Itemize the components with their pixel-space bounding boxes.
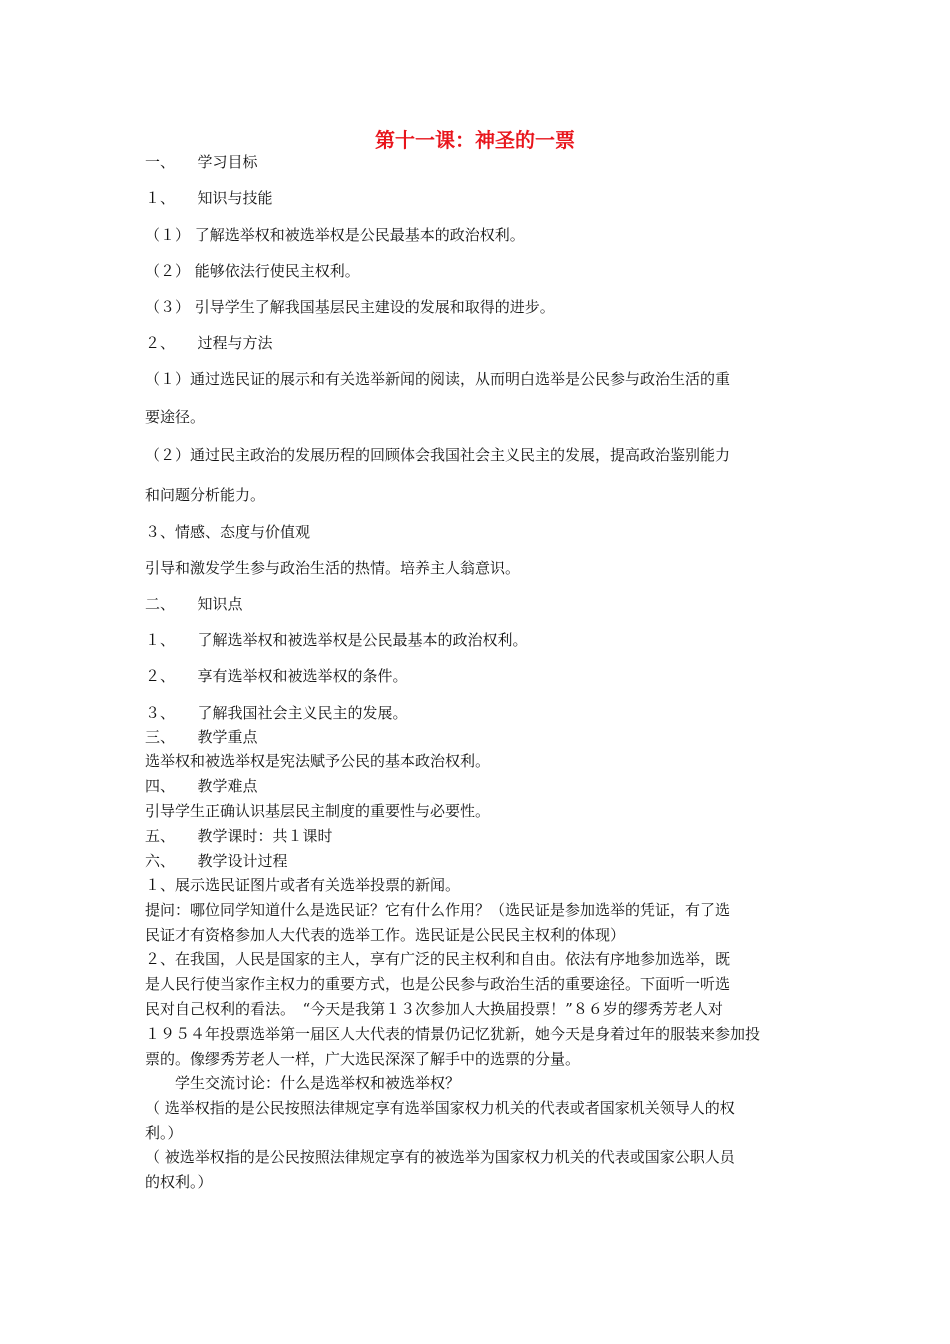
definition-right-to-be-elected-line-2: 的权利。） (145, 1173, 213, 1191)
process-step-2-line-2: 是人民行使当家作主权力的重要方式，也是公民参与政治生活的重要途径。下面听一听选 (145, 975, 731, 993)
subheading-knowledge-skills: １、 知识与技能 (145, 189, 273, 207)
definition-right-to-vote-line-1: （ 选举权指的是公民按照法律规定享有选举国家权力机关的代表或者国家机关领导人的权 (145, 1099, 735, 1117)
process-item-1-line-2: 要途径。 (145, 408, 206, 426)
process-item-2-line-1: （２）通过民主政治的发展历程的回顾体会我国社会主义民主的发展，提高政治鉴别能力 (145, 446, 731, 464)
knowledge-point-2: ２、 享有选举权和被选举权的条件。 (145, 667, 408, 685)
heading-key-points: 三、 教学重点 (145, 728, 258, 746)
process-step-2-line-1: ２、在我国，人民是国家的主人，享有广泛的民主权利和自由。依法有序地参加选举，既 (145, 950, 731, 968)
process-item-1-line-1: （１）通过选民证的展示和有关选举新闻的阅读，从而明白选举是公民参与政治生活的重 (145, 370, 731, 388)
question-line-2: 民证才有资格参加人大代表的选举工作。选民证是公民民主权利的体现） (145, 926, 626, 944)
subheading-emotion-values: ３、情感、态度与价值观 (145, 523, 311, 541)
lesson-title: 第十一课：神圣的一票 (375, 128, 575, 152)
heading-difficulties: 四、 教学难点 (145, 777, 258, 795)
question-line-1: 提问：哪位同学知道什么是选民证？它有什么作用？（选民证是参加选举的凭证，有了选 (145, 901, 731, 919)
heading-objectives: 一、 学习目标 (145, 153, 258, 171)
difficulties-text: 引导学生正确认识基层民主制度的重要性与必要性。 (145, 802, 491, 820)
knowledge-point-1: １、 了解选举权和被选举权是公民最基本的政治权利。 (145, 631, 528, 649)
definition-right-to-be-elected-line-1: （ 被选举权指的是公民按照法律规定享有的被选举为国家权力机关的代表或国家公职人员 (145, 1148, 735, 1166)
definition-right-to-vote-line-2: 利。） (145, 1124, 183, 1142)
discussion-prompt: 学生交流讨论：什么是选举权和被选举权？ (145, 1074, 461, 1092)
objective-item-3: （３） 引导学生了解我国基层民主建设的发展和取得的进步。 (145, 298, 555, 316)
heading-class-hours: 五、 教学课时：共１课时 (145, 827, 333, 845)
process-step-1: １、展示选民证图片或者有关选举投票的新闻。 (145, 876, 461, 894)
emotion-text: 引导和激发学生参与政治生活的热情。培养主人翁意识。 (145, 559, 521, 577)
process-step-2-line-4: １９５４年投票选举第一届区人大代表的情景仍记忆犹新，她今天是身着过年的服装来参加投 (145, 1025, 761, 1043)
heading-knowledge-points: 二、 知识点 (145, 595, 243, 613)
key-points-text: 选举权和被选举权是宪法赋予公民的基本政治权利。 (145, 752, 491, 770)
subheading-process-method: ２、 过程与方法 (145, 334, 273, 352)
objective-item-2: （２） 能够依法行使民主权利。 (145, 262, 360, 280)
process-step-2-line-3: 民对自己权利的看法。 “今天是我第１３次参加人大换届投票！”８６岁的缪秀芳老人对 (145, 1000, 723, 1018)
process-item-2-line-2: 和问题分析能力。 (145, 486, 266, 504)
process-step-2-line-5: 票的。像缪秀芳老人一样，广大选民深深了解手中的选票的分量。 (145, 1050, 581, 1068)
knowledge-point-3: ３、 了解我国社会主义民主的发展。 (145, 704, 408, 722)
objective-item-1: （１） 了解选举权和被选举权是公民最基本的政治权利。 (145, 226, 525, 244)
heading-design-process: 六、 教学设计过程 (145, 852, 288, 870)
